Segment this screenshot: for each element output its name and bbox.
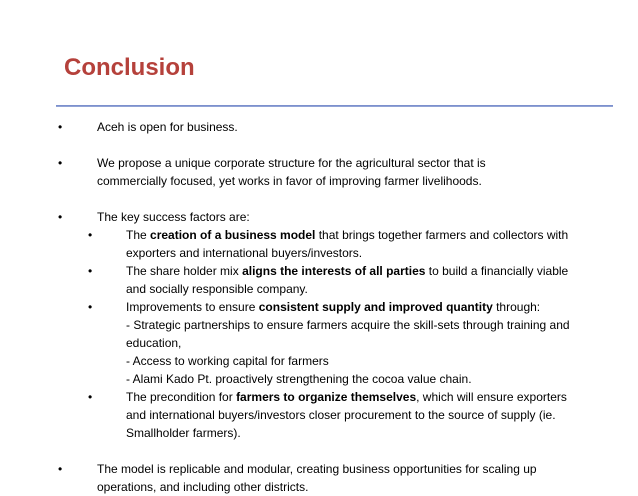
title-divider: [56, 105, 613, 107]
sub-point: - Strategic partnerships to ensure farmers acquire the skill-sets through training and education,: [126, 318, 570, 350]
sub-point: - Alami Kado Pt. proactively strengthening the cocoa value chain.: [126, 372, 472, 386]
bullet-item: [0, 208, 527, 226]
bullet-text: The key success factors are:: [97, 210, 250, 224]
bullet-text-post: , which will ensure exporters and international buyers/investors closer procurement to the source of supply (ie. Smallholder farmers).: [126, 390, 567, 440]
bullet-marker: •: [58, 462, 63, 476]
bullet-marker: •: [58, 120, 63, 134]
bullet-marker: •: [88, 390, 93, 404]
bullet-text-pre: The share holder mix: [126, 264, 243, 278]
slide-body: [0, 118, 638, 496]
sub-point: - Access to working capital for farmers: [126, 354, 329, 368]
bullet-marker: •: [58, 210, 63, 224]
bullet-text: Aceh is open for business.: [97, 120, 238, 134]
bullet-item: [0, 118, 527, 136]
sub-bullet-item: [0, 262, 586, 298]
bullet-text-post: to build a financially viable and socially responsible company.: [126, 264, 569, 296]
bullet-marker: •: [88, 300, 93, 314]
bullet-text-post: through:: [492, 300, 541, 314]
bullet-marker: •: [88, 264, 93, 278]
sub-bullet-item: [0, 298, 586, 388]
bullet-text-bold: farmers to organize themselves: [236, 390, 417, 404]
sub-bullet-item: [0, 388, 586, 442]
bullet-text-pre: The precondition for: [126, 390, 237, 404]
bullet-item: [0, 154, 527, 190]
bullet-text-bold: consistent supply and improved quantity: [258, 300, 493, 314]
sub-bullet-item: [0, 226, 586, 262]
bullet-marker: •: [88, 228, 93, 242]
slide-title: Conclusion: [64, 54, 195, 81]
bullet-text-bold: creation of a business model: [150, 228, 316, 242]
bullet-text-bold: aligns the interests of all parties: [242, 264, 426, 278]
bullet-text-pre: Improvements to ensure: [126, 300, 259, 314]
bullet-text-pre: The: [126, 228, 151, 242]
bullet-text: The model is replicable and modular, creating business opportunities for scaling up operations, and including other districts.: [97, 462, 537, 494]
bullet-text-post: that brings together farmers and collectors with exporters and international buyers/investors.: [126, 228, 569, 260]
bullet-text: We propose a unique corporate structure for the agricultural sector that is commercially focused, yet works in favor of improving farmer livelihoods.: [97, 156, 486, 188]
bullet-item: [0, 460, 537, 496]
bullet-marker: •: [58, 156, 63, 170]
